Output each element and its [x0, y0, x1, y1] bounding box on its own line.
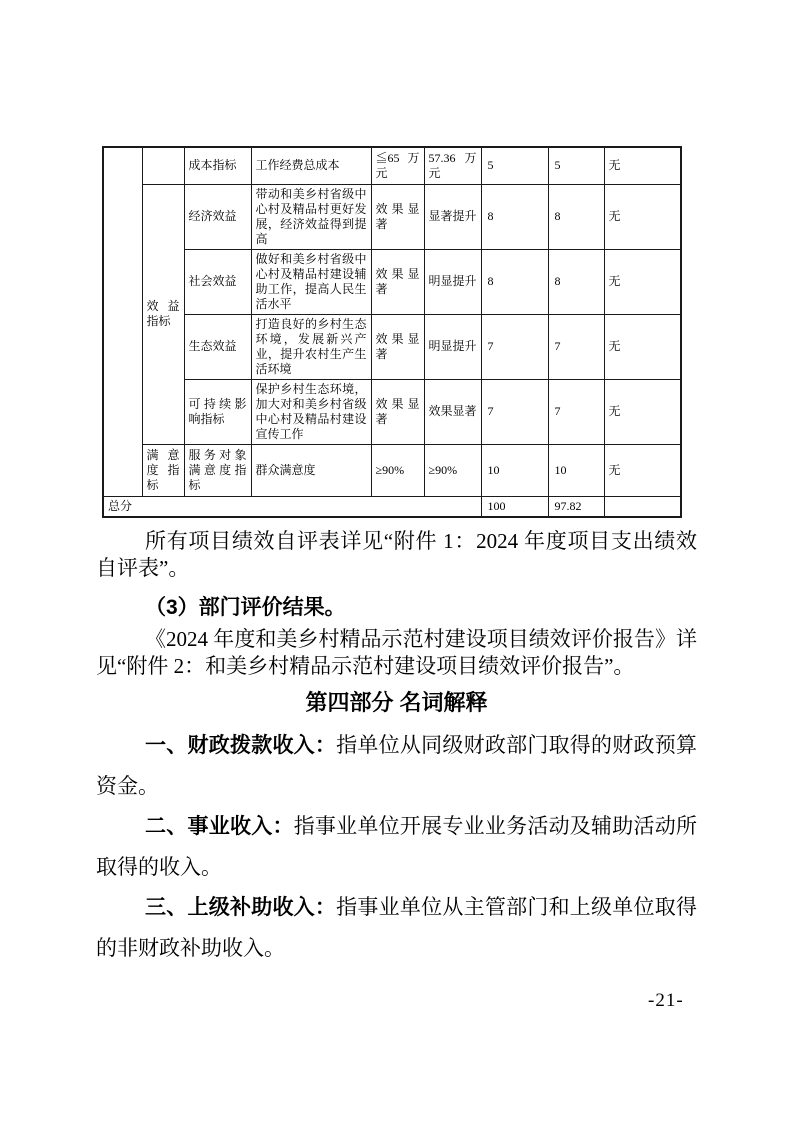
remark-cell: 无 — [604, 147, 681, 184]
weight-cell: 10 — [481, 444, 548, 496]
total-remark-cell — [604, 496, 681, 517]
target-value-cell: 效果显著 — [371, 314, 424, 379]
paragraph-dept-evaluation-heading: （3）部门评价结果。 — [145, 596, 346, 619]
glossary-term — [96, 887, 697, 968]
indicator-description-cell: 做好和美乡村省级中心村及精品村建设辅助工作，提高人民生活水平 — [251, 249, 371, 314]
total-score-cell: 97.82 — [548, 496, 604, 517]
table-row — [103, 147, 681, 184]
actual-value-cell: 显著提升 — [424, 184, 481, 249]
paragraph-evaluation-report: 《2024 年度和美乡村精品示范村建设项目绩效评价报告》详见“附件 2：和美乡村精品示范村建设项目绩效评价报告”。 — [96, 627, 697, 678]
score-cell: 7 — [548, 379, 604, 444]
actual-value-cell: 效果显著 — [424, 379, 481, 444]
indicator-description-cell: 带动和美乡村省级中心村及精品村更好发展，经济效益得到提高 — [251, 184, 371, 249]
indicator-name-cell: 经济效益 — [184, 184, 251, 249]
actual-value-cell: 57.36 万元 — [424, 147, 481, 184]
target-value-cell: 效果显著 — [371, 184, 424, 249]
target-value-cell: ≦65 万元 — [371, 147, 424, 184]
indicator-name-cell: 生态效益 — [184, 314, 251, 379]
indicator-description-cell: 工作经费总成本 — [251, 147, 371, 184]
body-content — [96, 528, 697, 968]
table-row — [103, 184, 681, 249]
indicator-name-cell: 可持续影响指标 — [184, 379, 251, 444]
indicator-name-cell: 成本指标 — [184, 147, 251, 184]
actual-value-cell: 明显提升 — [424, 249, 481, 314]
target-value-cell: ≥90% — [371, 444, 424, 496]
remark-cell: 无 — [604, 249, 681, 314]
glossary-term-definition: 指单位从同级财政部门取得的财政预算资金。 — [96, 733, 698, 798]
table-row — [103, 249, 681, 314]
paragraph-self-eval-note: 所有项目绩效自评表详见“附件 1：2024 年度项目支出绩效自评表”。 — [96, 529, 697, 580]
weight-cell: 8 — [481, 249, 548, 314]
table-row — [103, 379, 681, 444]
remark-cell: 无 — [604, 444, 681, 496]
performance-evaluation-table — [102, 146, 682, 518]
table-total-row — [103, 496, 681, 517]
remark-cell: 无 — [604, 379, 681, 444]
score-cell: 10 — [548, 444, 604, 496]
glossary-term-definition: 指事业单位从主管部门和上级单位取得的非财政补助收入。 — [96, 895, 698, 960]
indicator-description-cell: 群众满意度 — [251, 444, 371, 496]
glossary-term-definition: 指事业单位开展专业业务活动及辅助活动所取得的收入。 — [96, 814, 698, 879]
target-value-cell: 效果显著 — [371, 379, 424, 444]
glossary-term-title: 二、事业收入： — [145, 815, 294, 838]
remark-cell: 无 — [604, 314, 681, 379]
remark-cell: 无 — [604, 184, 681, 249]
target-value-cell: 效果显著 — [371, 249, 424, 314]
glossary-term-title: 一、财政拨款收入： — [145, 734, 337, 757]
indicator-name-cell: 服务对象满意度指标 — [184, 444, 251, 496]
category-cell: 满意度指标 — [142, 444, 184, 496]
actual-value-cell: 明显提升 — [424, 314, 481, 379]
glossary-term-title: 三、上级补助收入： — [145, 896, 337, 919]
total-weight-cell: 100 — [481, 496, 548, 517]
table-row — [103, 444, 681, 496]
actual-value-cell: ≥90% — [424, 444, 481, 496]
category-cell: 效益指标 — [142, 184, 184, 444]
weight-cell: 7 — [481, 379, 548, 444]
total-label-cell: 总分 — [103, 496, 481, 517]
indicator-description-cell: 保护乡村生态环境，加大对和美乡村省级中心村及精品村建设宣传工作 — [251, 379, 371, 444]
table-spacer-cell — [103, 147, 142, 496]
score-cell: 8 — [548, 249, 604, 314]
glossary-term — [96, 725, 697, 806]
category-cell-empty — [142, 147, 184, 184]
score-cell: 7 — [548, 314, 604, 379]
indicator-name-cell: 社会效益 — [184, 249, 251, 314]
weight-cell: 5 — [481, 147, 548, 184]
indicator-description-cell: 打造良好的乡村生态环境，发展新兴产业，提升农村生产生活环境 — [251, 314, 371, 379]
weight-cell: 8 — [481, 184, 548, 249]
score-cell: 8 — [548, 184, 604, 249]
glossary-term — [96, 806, 697, 887]
section-heading-glossary: 第四部分 名词解释 — [305, 690, 488, 715]
score-cell: 5 — [548, 147, 604, 184]
weight-cell: 7 — [481, 314, 548, 379]
page-number: -21- — [648, 990, 684, 1011]
table-row — [103, 314, 681, 379]
